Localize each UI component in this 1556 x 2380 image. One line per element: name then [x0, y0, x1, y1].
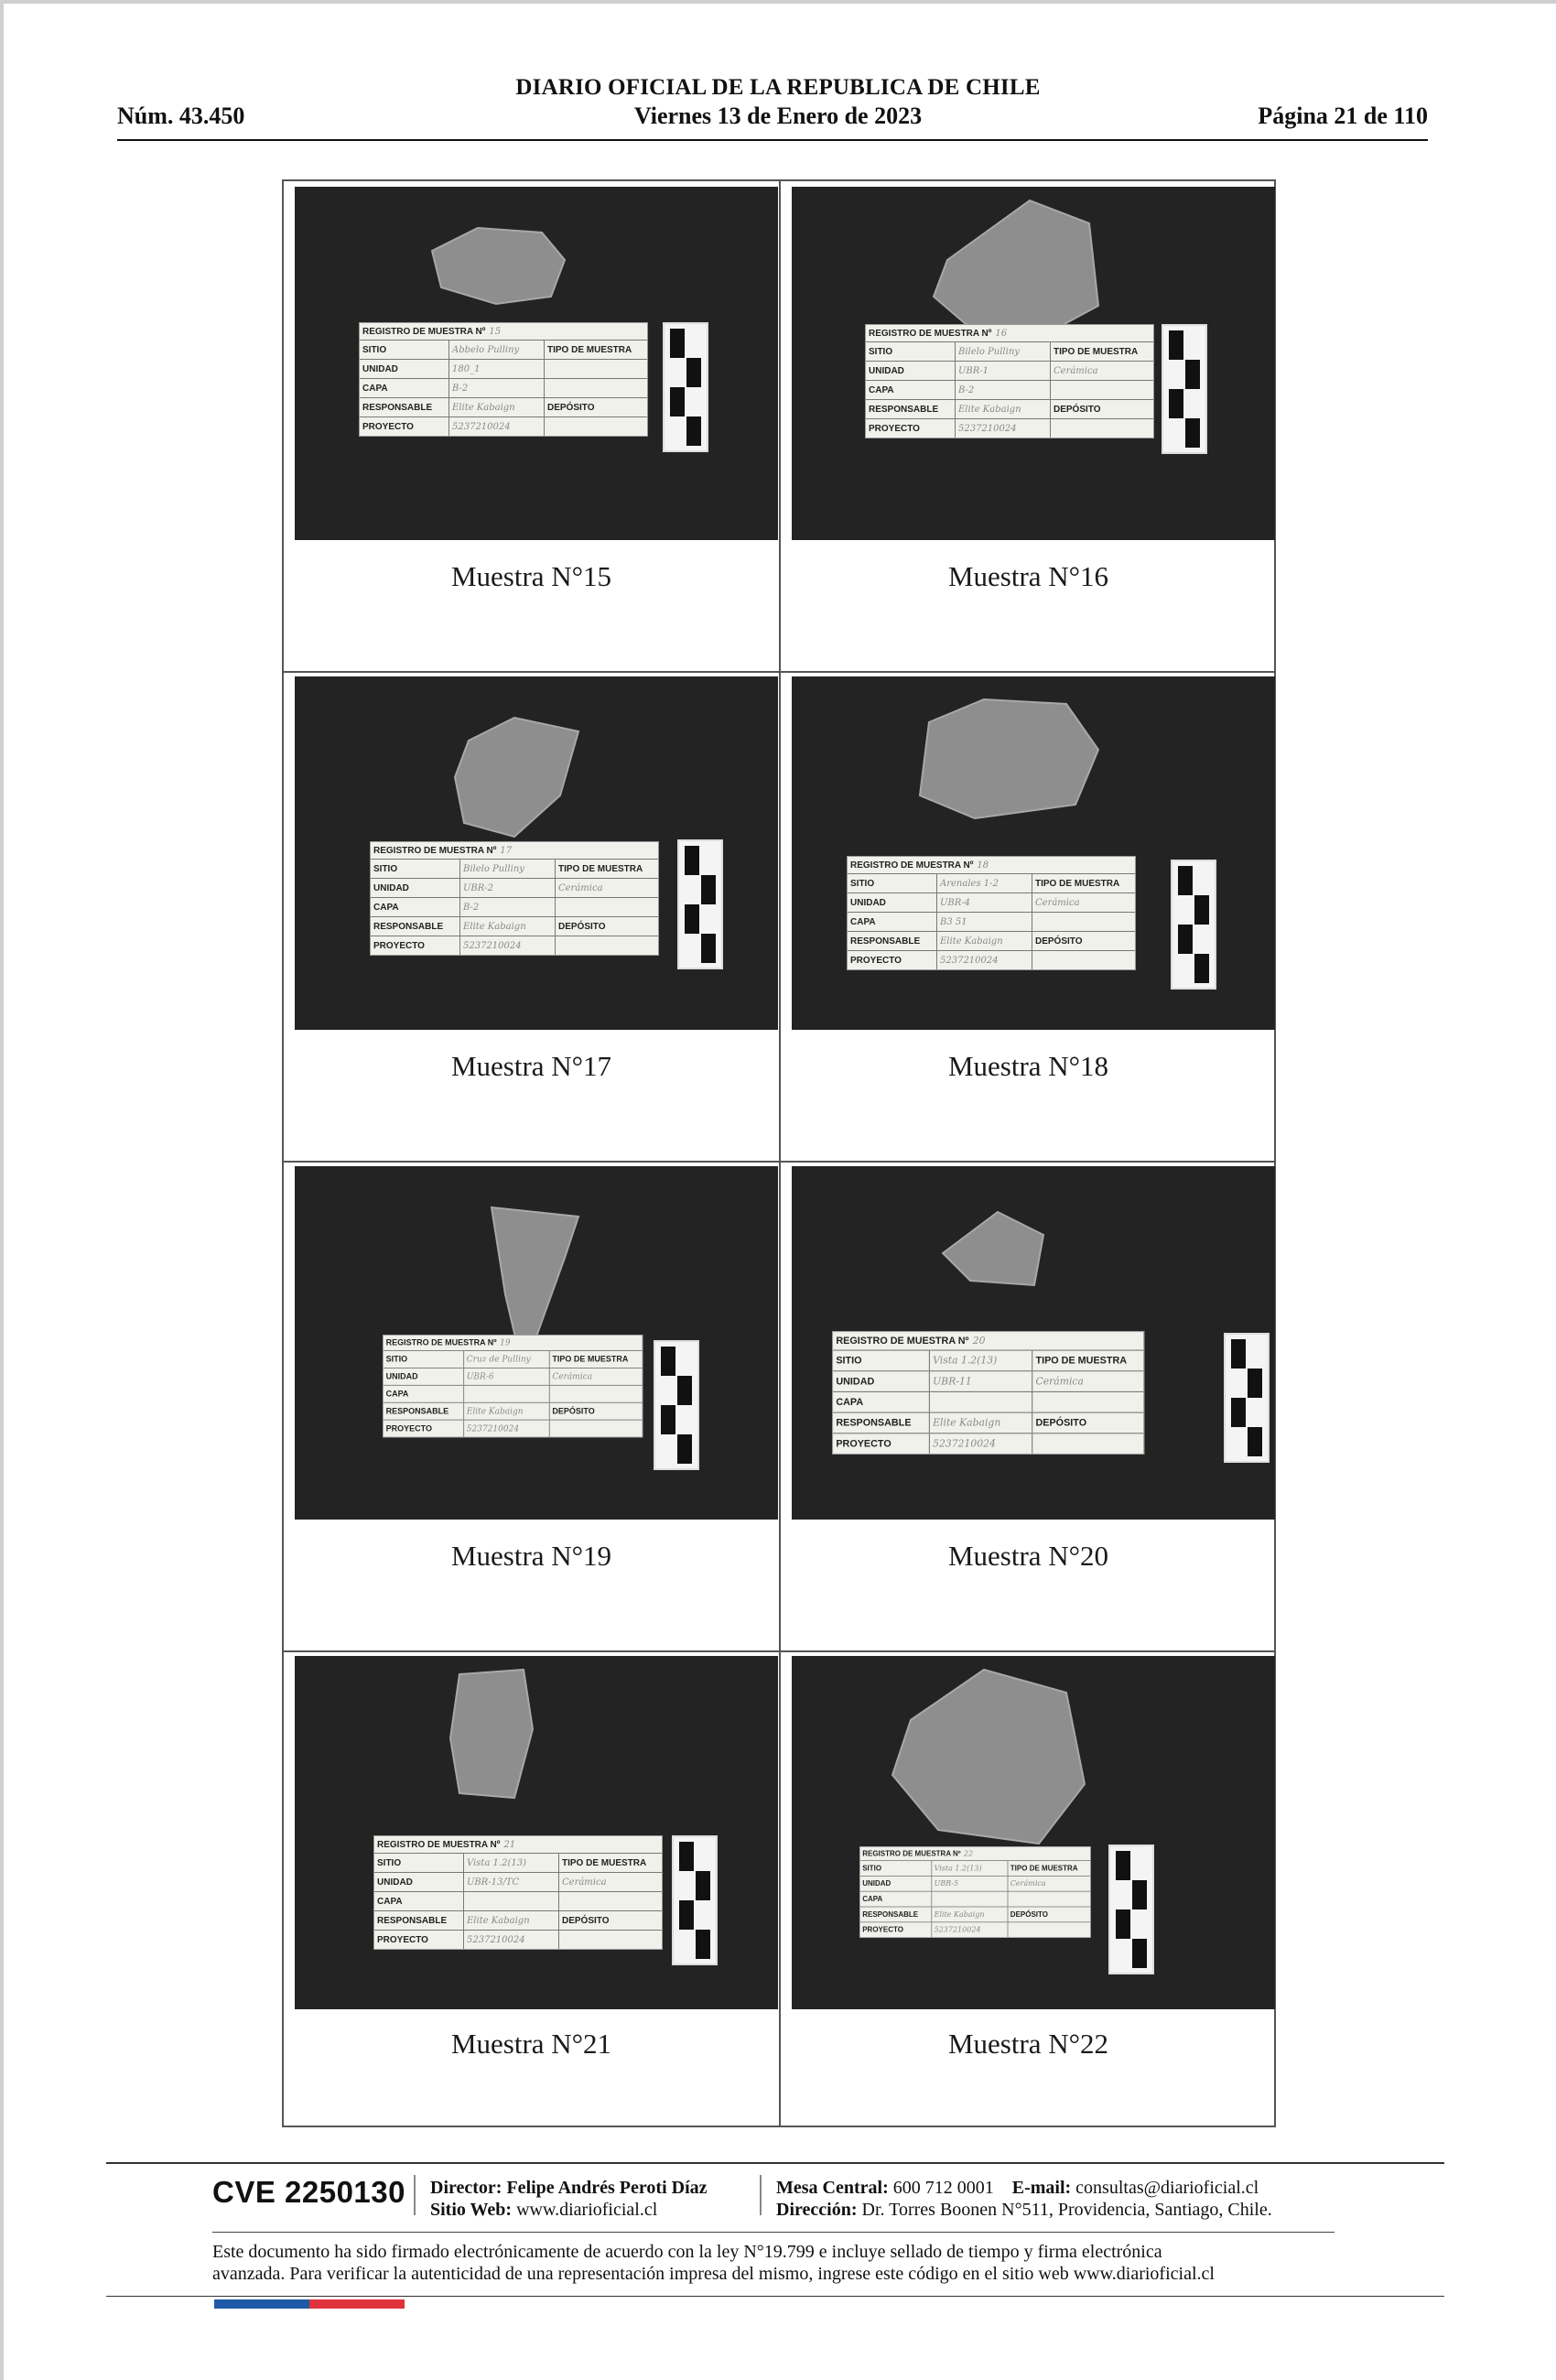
card-proyecto-label: PROYECTO — [384, 1421, 464, 1437]
card-capa-value: B-2 — [460, 898, 556, 916]
card-sitio-label: SITIO — [860, 1861, 932, 1876]
card-responsable-value: Elite Kabaign — [464, 1911, 559, 1930]
card-tipo-value: Cerámica — [558, 882, 603, 893]
card-registro-value: 20 — [972, 1335, 986, 1347]
card-registro-value: 22 — [963, 1849, 974, 1858]
card-registro-label: REGISTRO DE MUESTRA Nº — [862, 1849, 961, 1858]
scale-bar — [1171, 860, 1216, 990]
issue-number: Núm. 43.450 — [117, 103, 245, 129]
sample-caption: Muestra N°17 — [450, 1050, 612, 1082]
specimen-card — [859, 1846, 1091, 1938]
card-tipo-label: TIPO DE MUESTRA — [547, 344, 632, 355]
card-unidad-value: UBR-4 — [937, 893, 1032, 912]
footer-separator — [760, 2175, 762, 2215]
card-registro-value: 17 — [500, 845, 513, 856]
specimen-card — [373, 1835, 663, 1950]
card-responsable-value: Elite Kabaign — [449, 398, 545, 416]
card-capa-label: CAPA — [384, 1386, 464, 1402]
card-proyecto-label: PROYECTO — [374, 1931, 464, 1949]
card-registro-label: REGISTRO DE MUESTRA Nº — [850, 860, 974, 871]
card-capa-value: B-2 — [956, 381, 1051, 399]
card-proyecto-label: PROYECTO — [360, 417, 449, 436]
sample-photo — [295, 1656, 778, 2009]
card-tipo-value: Cerámica — [1035, 1376, 1084, 1388]
specimen-card — [383, 1335, 643, 1438]
card-unidad-value: UBR-11 — [930, 1371, 1032, 1391]
card-registro-value: 15 — [489, 326, 502, 337]
sample-photo — [295, 1166, 778, 1520]
card-tipo-value: Cerámica — [552, 1371, 593, 1381]
card-tipo-label: TIPO DE MUESTRA — [1054, 346, 1139, 357]
card-deposito-label: DEPÓSITO — [1010, 1910, 1048, 1919]
card-responsable-label: RESPONSABLE — [860, 1907, 932, 1921]
card-proyecto-label: PROYECTO — [860, 1922, 932, 1937]
scale-bar — [1108, 1844, 1154, 1974]
scale-bar — [677, 839, 723, 969]
sample-caption: Muestra N°15 — [450, 560, 612, 592]
specimen-card — [865, 324, 1154, 438]
card-tipo-label: TIPO DE MUESTRA — [562, 1857, 647, 1868]
card-sitio-label: SITIO — [360, 341, 449, 359]
card-registro-label: REGISTRO DE MUESTRA Nº — [385, 1338, 497, 1347]
card-responsable-label: RESPONSABLE — [866, 400, 956, 418]
card-proyecto-value: 5237210024 — [460, 936, 556, 955]
scale-bar — [1224, 1333, 1270, 1463]
flag-stripe-red — [309, 2299, 405, 2309]
sample-caption: Muestra N°21 — [450, 2028, 612, 2060]
pottery-shard — [450, 713, 588, 841]
email-link[interactable]: consultas@diarioficial.cl — [1075, 2178, 1259, 2198]
card-unidad-label: UNIDAD — [866, 362, 956, 380]
sample-caption: Muestra N°16 — [947, 560, 1109, 592]
card-tipo-value: Cerámica — [1035, 897, 1080, 908]
card-sitio-label: SITIO — [848, 874, 937, 892]
card-capa-label: CAPA — [371, 898, 460, 916]
card-tipo-label: TIPO DE MUESTRA — [558, 863, 643, 874]
specimen-card — [359, 322, 648, 437]
card-capa-value — [930, 1392, 1032, 1412]
sample-caption: Muestra N°22 — [947, 2028, 1109, 2060]
pottery-shard — [902, 695, 1103, 823]
web-label: Sitio Web: — [430, 2200, 513, 2220]
card-sitio-value: Vista 1.2(13) — [464, 1854, 559, 1872]
card-unidad-label: UNIDAD — [374, 1873, 464, 1891]
cve-code: CVE 2250130 — [212, 2175, 405, 2209]
card-unidad-value: 180_1 — [449, 360, 545, 378]
footer-rule — [106, 2296, 1444, 2297]
card-sitio-value: Arenales 1-2 — [937, 874, 1032, 892]
card-deposito-label: DEPÓSITO — [552, 1406, 595, 1416]
sample-cell — [284, 671, 779, 1161]
legal-notice — [212, 2241, 1347, 2285]
card-responsable-label: RESPONSABLE — [833, 1413, 930, 1433]
card-proyecto-value: 5237210024 — [956, 419, 1051, 438]
sample-photo — [295, 187, 778, 540]
sample-caption: Muestra N°18 — [947, 1050, 1109, 1082]
card-responsable-label: RESPONSABLE — [384, 1403, 464, 1420]
card-responsable-value: Elite Kabaign — [930, 1413, 1032, 1433]
sample-cell — [781, 671, 1276, 1161]
page-number: Página 21 de 110 — [1258, 103, 1428, 129]
card-proyecto-value: 5237210024 — [937, 951, 1032, 969]
card-proyecto-value: 5237210024 — [464, 1421, 550, 1437]
card-proyecto-value: 5237210024 — [449, 417, 545, 436]
newspaper-title: DIARIO OFICIAL DE LA REPUBLICA DE CHILE — [515, 75, 1041, 100]
card-unidad-label: UNIDAD — [384, 1368, 464, 1385]
footer-rule — [212, 2232, 1334, 2233]
card-sitio-value: Vista 1.2(13) — [932, 1861, 1008, 1876]
sample-photo-grid — [282, 179, 1276, 2127]
card-unidad-label: UNIDAD — [848, 893, 937, 912]
card-deposito-label: DEPÓSITO — [558, 921, 606, 932]
footer-director-block — [430, 2177, 708, 2221]
card-responsable-label: RESPONSABLE — [848, 932, 937, 950]
card-capa-value — [464, 1892, 559, 1910]
card-capa-value — [932, 1892, 1008, 1907]
scale-bar — [1162, 324, 1207, 454]
director-name: Felipe Andrés Peroti Díaz — [506, 2178, 708, 2198]
email-label: E-mail: — [1011, 2178, 1072, 2198]
card-tipo-label: TIPO DE MUESTRA — [1010, 1864, 1078, 1873]
card-registro-label: REGISTRO DE MUESTRA Nº — [377, 1839, 501, 1850]
card-registro-value: 19 — [500, 1338, 511, 1347]
card-unidad-label: UNIDAD — [833, 1371, 930, 1391]
card-unidad-label: UNIDAD — [371, 879, 460, 897]
card-sitio-value: Bilelo Pulliny — [956, 342, 1051, 361]
direccion-text: Dr. Torres Boonen N°511, Providencia, Santiago, Chile. — [861, 2200, 1272, 2220]
card-sitio-label: SITIO — [833, 1351, 930, 1371]
card-deposito-label: DEPÓSITO — [1035, 936, 1083, 947]
sample-photo — [295, 676, 778, 1030]
card-unidad-value: UBR-1 — [956, 362, 1051, 380]
header-rule — [117, 139, 1428, 141]
card-proyecto-value: 5237210024 — [930, 1433, 1032, 1454]
card-sitio-label: SITIO — [866, 342, 956, 361]
sample-cell — [781, 1161, 1276, 1650]
mesa-label: Mesa Central: — [776, 2178, 889, 2198]
sample-cell — [284, 1650, 779, 2140]
card-proyecto-label: PROYECTO — [848, 951, 937, 969]
card-tipo-label: TIPO DE MUESTRA — [1035, 878, 1120, 889]
card-proyecto-label: PROYECTO — [371, 936, 460, 955]
sample-caption: Muestra N°19 — [450, 1540, 612, 1572]
web-link[interactable]: www.diarioficial.cl — [516, 2200, 658, 2220]
sample-cell — [284, 181, 779, 671]
card-proyecto-label: PROYECTO — [866, 419, 956, 438]
card-registro-label: REGISTRO DE MUESTRA Nº — [869, 328, 992, 339]
sample-cell — [781, 1650, 1276, 2140]
direccion-label: Dirección: — [776, 2200, 858, 2220]
card-responsable-label: RESPONSABLE — [374, 1911, 464, 1930]
legal-line: avanzada. Para verificar la autenticidad de una representación impresa del mismo, ingrese este código en el sitio web www.diarioficial.cl — [212, 2264, 1215, 2284]
issue-date: Viernes 13 de Enero de 2023 — [633, 103, 923, 129]
card-sitio-value: Abbelo Pulliny — [449, 341, 545, 359]
card-registro-label: REGISTRO DE MUESTRA Nº — [373, 845, 497, 856]
card-registro-value: 18 — [977, 860, 989, 871]
card-proyecto-value: 5237210024 — [932, 1922, 1008, 1937]
card-capa-label: CAPA — [848, 913, 937, 931]
card-tipo-label: TIPO DE MUESTRA — [552, 1355, 629, 1364]
scale-bar — [672, 1835, 718, 1965]
card-unidad-value: UBR-2 — [460, 879, 556, 897]
card-deposito-label: DEPÓSITO — [562, 1915, 610, 1926]
card-tipo-value: Cerámica — [562, 1877, 607, 1888]
card-responsable-value: Elite Kabaign — [937, 932, 1032, 950]
card-tipo-value — [545, 360, 647, 378]
card-capa-label: CAPA — [360, 379, 449, 397]
card-tipo-value: Cerámica — [1010, 1879, 1046, 1888]
pottery-shard — [441, 1665, 542, 1802]
sample-caption: Muestra N°20 — [947, 1540, 1109, 1572]
card-capa-label: CAPA — [374, 1892, 464, 1910]
legal-line: Este documento ha sido firmado electrónicamente de acuerdo con la ley N°19.799 e incluye sellado de tiempo y firma electrónica — [212, 2242, 1162, 2262]
flag-stripe-blue — [214, 2299, 309, 2309]
sample-cell — [284, 1161, 779, 1650]
card-capa-value: B3 51 — [937, 913, 1032, 931]
footer-separator — [414, 2175, 416, 2215]
card-responsable-value: Elite Kabaign — [460, 917, 556, 936]
sample-photo — [792, 676, 1275, 1030]
scale-bar — [663, 322, 708, 452]
footer-rule — [106, 2162, 1444, 2164]
card-unidad-value: UBR-13/TC — [464, 1873, 559, 1891]
card-sitio-label: SITIO — [384, 1351, 464, 1368]
card-sitio-value: Cruz de Pulliny — [464, 1351, 550, 1368]
footer-contact-block — [776, 2177, 1272, 2221]
card-tipo-value: Cerámica — [1054, 365, 1098, 376]
card-capa-label: CAPA — [860, 1892, 932, 1907]
card-responsable-label: RESPONSABLE — [360, 398, 449, 416]
card-responsable-value: Elite Kabaign — [464, 1403, 550, 1420]
card-deposito-label: DEPÓSITO — [1035, 1417, 1087, 1429]
card-sitio-label: SITIO — [371, 860, 460, 878]
card-tipo-label: TIPO DE MUESTRA — [1035, 1355, 1128, 1367]
director-label: Director: — [430, 2178, 502, 2198]
card-responsable-value: Elite Kabaign — [956, 400, 1051, 418]
card-deposito-label: DEPÓSITO — [1054, 404, 1101, 415]
card-capa-value: B-2 — [449, 379, 545, 397]
specimen-card — [832, 1331, 1144, 1455]
specimen-card — [370, 841, 659, 956]
card-responsable-label: RESPONSABLE — [371, 917, 460, 936]
mesa-phone: 600 712 0001 — [892, 2178, 994, 2198]
card-capa-label: CAPA — [833, 1392, 930, 1412]
pottery-shard — [883, 1665, 1094, 1848]
card-registro-value: 16 — [995, 328, 1008, 339]
card-proyecto-value: 5237210024 — [464, 1931, 559, 1949]
pottery-shard — [934, 1207, 1053, 1290]
specimen-card — [847, 856, 1136, 970]
card-unidad-label: UNIDAD — [860, 1877, 932, 1891]
sample-photo — [792, 1166, 1275, 1520]
card-registro-label: REGISTRO DE MUESTRA Nº — [836, 1335, 969, 1347]
card-responsable-value: Elite Kabaign — [932, 1907, 1008, 1921]
sample-photo — [792, 1656, 1275, 2009]
scale-bar — [654, 1340, 699, 1470]
card-sitio-value: Bilelo Pulliny — [460, 860, 556, 878]
card-sitio-label: SITIO — [374, 1854, 464, 1872]
pottery-shard — [929, 196, 1103, 342]
card-registro-value: 21 — [503, 1839, 516, 1850]
pottery-shard — [423, 223, 569, 306]
card-capa-label: CAPA — [866, 381, 956, 399]
card-unidad-value: UBR-5 — [932, 1877, 1008, 1891]
card-unidad-value: UBR-6 — [464, 1368, 550, 1385]
card-deposito-label: DEPÓSITO — [547, 402, 595, 413]
card-sitio-value: Vista 1.2(13) — [930, 1351, 1032, 1371]
card-unidad-label: UNIDAD — [360, 360, 449, 378]
card-capa-value — [464, 1386, 550, 1402]
sample-cell — [781, 181, 1276, 671]
card-proyecto-label: PROYECTO — [833, 1433, 930, 1454]
card-registro-label: REGISTRO DE MUESTRA Nº — [362, 326, 486, 337]
sample-photo — [792, 187, 1275, 540]
